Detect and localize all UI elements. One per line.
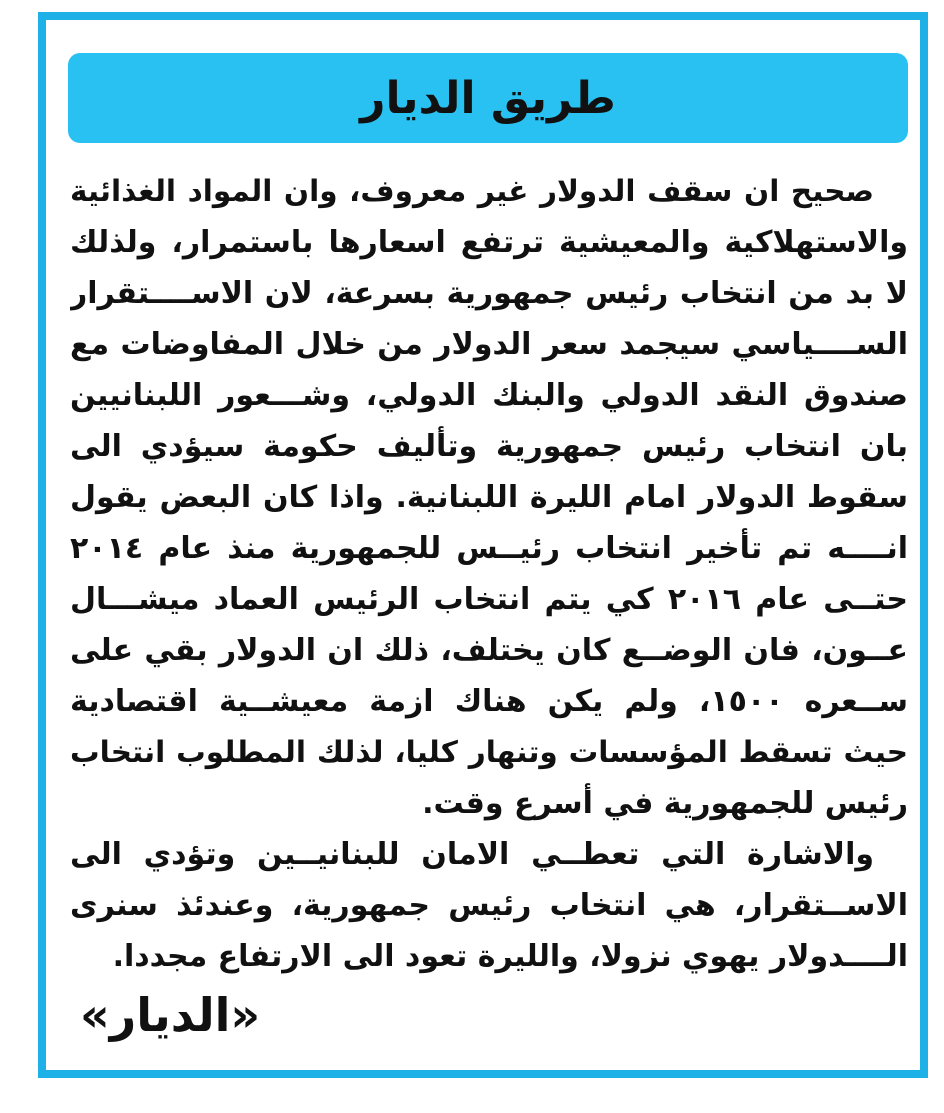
article-line: لا بد من انتخاب رئيس جمهورية بسرعة، لان الاســــتقرار: [70, 276, 908, 311]
article-line: الاســتقرار، هي انتخاب رئيس جمهورية، وعندئذ سنرى: [70, 888, 908, 923]
article-line: حيث تسقط المؤسسات وتنهار كليا، لذلك المطلوب انتخاب: [70, 735, 908, 769]
article-line: صحيح ان سقف الدولار غير معروف، وان المواد الغذائية: [70, 174, 874, 208]
article-line: حتــى عام ٢٠١٦ كي يتم انتخاب الرئيس العماد ميشـــال: [70, 582, 908, 617]
article-line: ســعره ١٥٠٠، ولم يكن هناك ازمة معيشــية اقتصادية: [70, 684, 908, 719]
article-title: طريق الديار: [360, 72, 616, 124]
article-line: سقوط الدولار امام الليرة اللبنانية. واذا كان البعض يقول: [70, 480, 908, 515]
article-line: الــــدولار يهوي نزولا، والليرة تعود الى الارتفاع مجددا.: [112, 939, 908, 974]
article-line: انــــه تم تأخير انتخاب رئيــس للجمهورية منذ عام ٢٠١٤: [70, 531, 908, 566]
title-banner: [68, 53, 908, 143]
article-line: الســــياسي سيجمد سعر الدولار من خلال المفاوضات مع: [70, 327, 908, 362]
article-line: والاشارة التي تعطــي الامان للبنانيــين وتؤدي الى: [70, 837, 874, 872]
article-line: عــون، فان الوضــع كان يختلف، ذلك ان الدولار بقي على: [70, 633, 908, 668]
article-line: والاستهلاكية والمعيشية ترتفع اسعارها باستمرار، ولذلك: [70, 225, 908, 260]
article-line: رئيس للجمهورية في أسرع وقت.: [422, 786, 908, 821]
article-line: بان انتخاب رئيس جمهورية وتأليف حكومة سيؤدي الى: [70, 429, 908, 464]
article-body: [70, 166, 908, 982]
article-line: صندوق النقد الدولي والبنك الدولي، وشـــعور اللبنانيين: [70, 378, 908, 413]
article-frame: [38, 12, 928, 1078]
source-signature: «الديار»: [80, 988, 261, 1042]
